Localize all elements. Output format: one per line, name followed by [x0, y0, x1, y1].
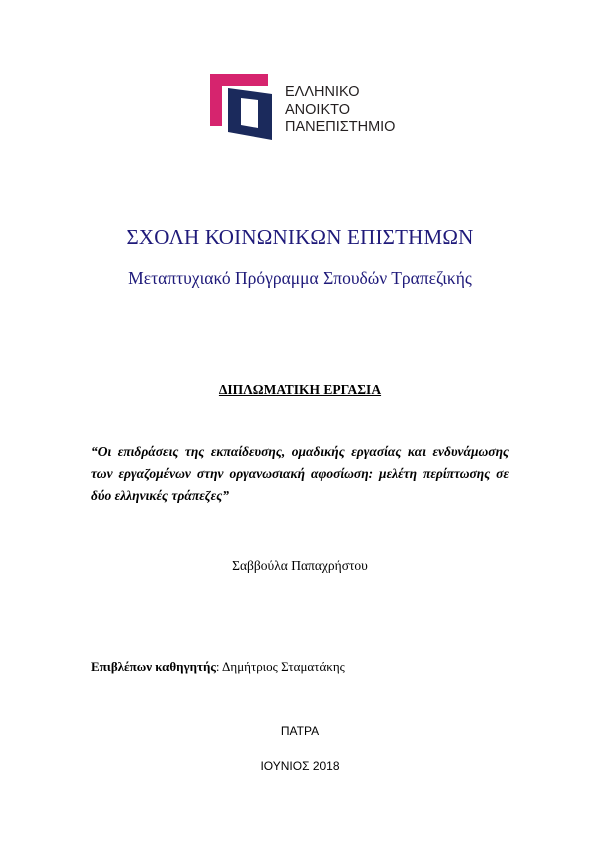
- program-name: Μεταπτυχιακό Πρόγραμμα Σπουδών Τραπεζικής: [128, 268, 472, 288]
- school-name: ΣΧΟΛΗ ΚΟΙΝΩΝΙΚΩΝ ΕΠΙΣΤΗΜΩΝ: [126, 225, 474, 249]
- thesis-label: ΔΙΠΛΩΜΑΤΙΚΗ ΕΡΓΑΣΙΑ: [218, 382, 382, 397]
- city: ΠΑΤΡΑ: [280, 724, 320, 738]
- supervisor-separator: :: [215, 659, 223, 674]
- author-name: Σαββούλα Παπαχρήστου: [232, 558, 368, 573]
- logo-line-3: ΠΑΝΕΠΙΣΤΗΜΙΟ: [285, 119, 396, 135]
- date: ΙΟΥΝΙΟΣ 2018: [260, 759, 340, 773]
- logo-line-1: ΕΛΛΗΝΙΚΟ: [285, 84, 360, 100]
- thesis-title: “Οι επιδράσεις της εκπαίδευσης, ομαδικής εργασίας και ενδυνάμωσης των εργαζομένων στην οργανωσιακή αφοσίωση: μελέτη περίπτωσης σε δύο ελληνικές τράπεζες”: [91, 444, 509, 503]
- university-logo-icon: [208, 72, 278, 142]
- logo-line-2: ΑΝΟΙΚΤΟ: [285, 101, 350, 118]
- supervisor-label: Επιβλέπων καθηγητής: [91, 659, 216, 674]
- university-logo: [208, 72, 398, 142]
- supervisor-line: [91, 659, 345, 675]
- supervisor-name: Δημήτριος Σταματάκης: [222, 659, 345, 674]
- logo-wordmark: [285, 84, 395, 137]
